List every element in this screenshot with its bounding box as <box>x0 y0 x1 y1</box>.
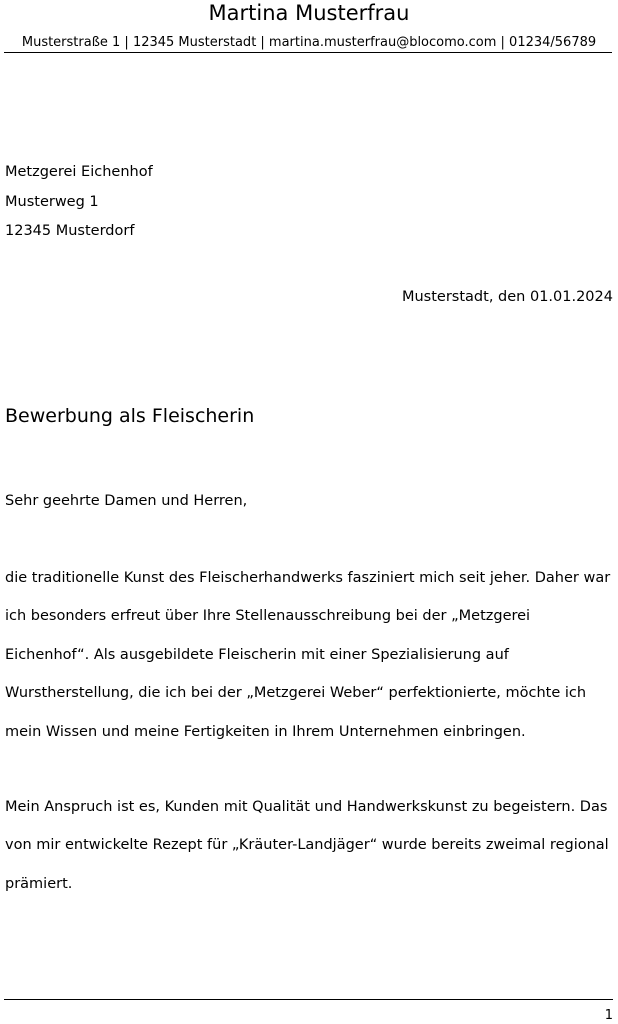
paragraph-line: von mir entwickelte Rezept für „Kräuter-Landjäger“ wurde bereits zweimal regional <box>5 837 609 854</box>
recipient-address <box>5 158 153 247</box>
header-divider <box>4 52 612 53</box>
letter-date: Musterstadt, den 01.01.2024 <box>401 289 613 305</box>
sender-name: Martina Musterfrau <box>208 1 410 25</box>
sender-contact-line: Musterstraße 1 | 12345 Musterstadt | martina.musterfrau@blocomo.com | 01234/56789 <box>21 35 597 50</box>
paragraph-line: prämiert. <box>5 875 73 892</box>
paragraph-line: Eichenhof“. Als ausgebildete Fleischerin mit einer Spezialisierung auf <box>5 646 509 663</box>
body-paragraph-1 <box>5 559 615 751</box>
letter-salutation: Sehr geehrte Damen und Herren, <box>5 493 248 509</box>
footer-divider <box>4 999 613 1000</box>
paragraph-line: ich besonders erfreut über Ihre Stellenausschreibung bei der „Metzgerei <box>5 608 531 625</box>
body-paragraph-2 <box>5 788 615 903</box>
recipient-street: Musterweg 1 <box>5 193 99 210</box>
paragraph-line: mein Wissen und meine Fertigkeiten in Ihrem Unternehmen einbringen. <box>5 723 526 740</box>
recipient-city: 12345 Musterdorf <box>5 223 135 239</box>
recipient-company: Metzgerei Eichenhof <box>5 164 153 180</box>
page-number: 1 <box>604 1008 613 1023</box>
paragraph-line: Mein Anspruch ist es, Kunden mit Qualität und Handwerkskunst zu begeistern. Das <box>5 799 608 815</box>
paragraph-line: die traditionelle Kunst des Fleischerhandwerks fasziniert mich seit jeher. Daher war <box>5 570 611 586</box>
paragraph-line: Wurstherstellung, die ich bei der „Metzgerei Weber“ perfektionierte, möchte ich <box>5 685 587 702</box>
letter-subject: Bewerbung als Fleischerin <box>5 405 255 427</box>
